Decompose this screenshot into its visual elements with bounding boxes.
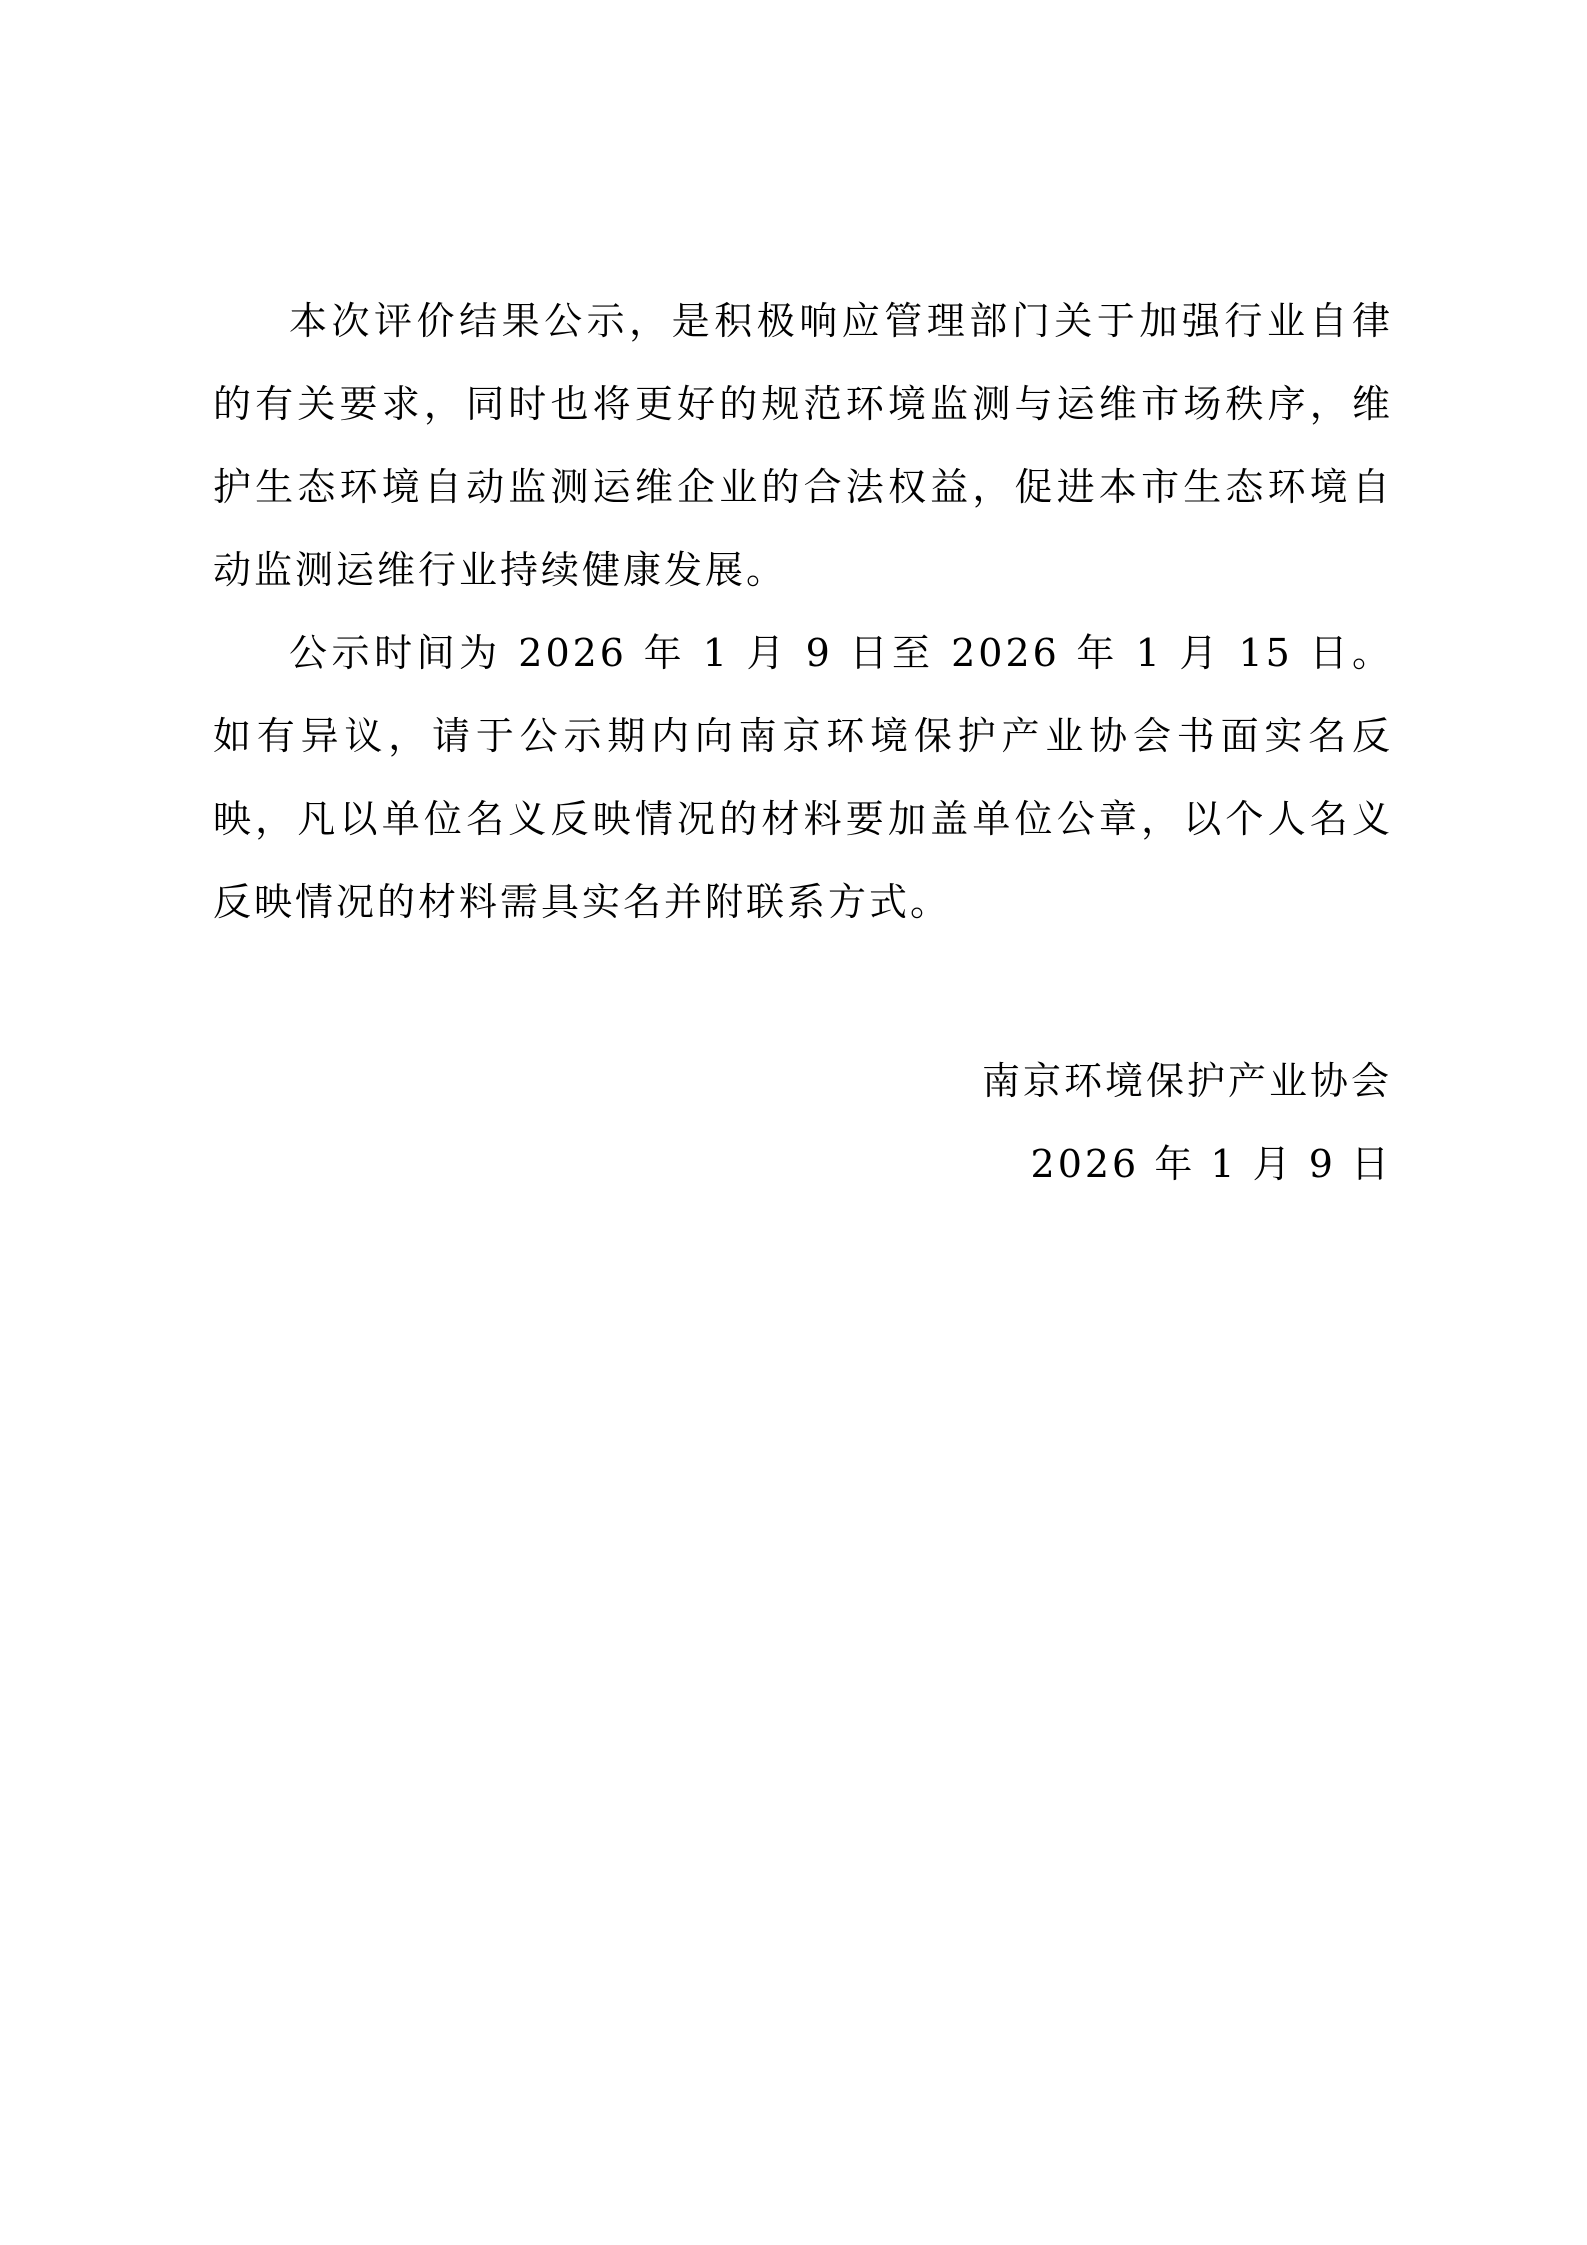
- signature-date: 2026 年 1 月 9 日: [1030, 1142, 1392, 1186]
- paragraph-evaluation-purpose: 本次评价结果公示，是积极响应管理部门关于加强行业自律的有关要求，同时也将更好的规范环境监测与运维市场秩序，维护生态环境自动监测运维企业的合法权益，促进本市生态环境自动监测运维行业持续健康发展。: [213, 299, 1393, 592]
- paragraph-publicity-period: 公示时间为 2026 年 1 月 9 日至 2026 年 1 月 15 日。如有异议，请于公示期内向南京环境保护产业协会书面实名反映，凡以单位名义反映情况的材料要加盖单位公章，以个人名义反映情况的材料需具实名并附联系方式。: [213, 631, 1393, 924]
- document-body: [213, 280, 1393, 944]
- signature-organization: 南京环境保护产业协会: [981, 1059, 1392, 1103]
- signature-block: [982, 1040, 1392, 1206]
